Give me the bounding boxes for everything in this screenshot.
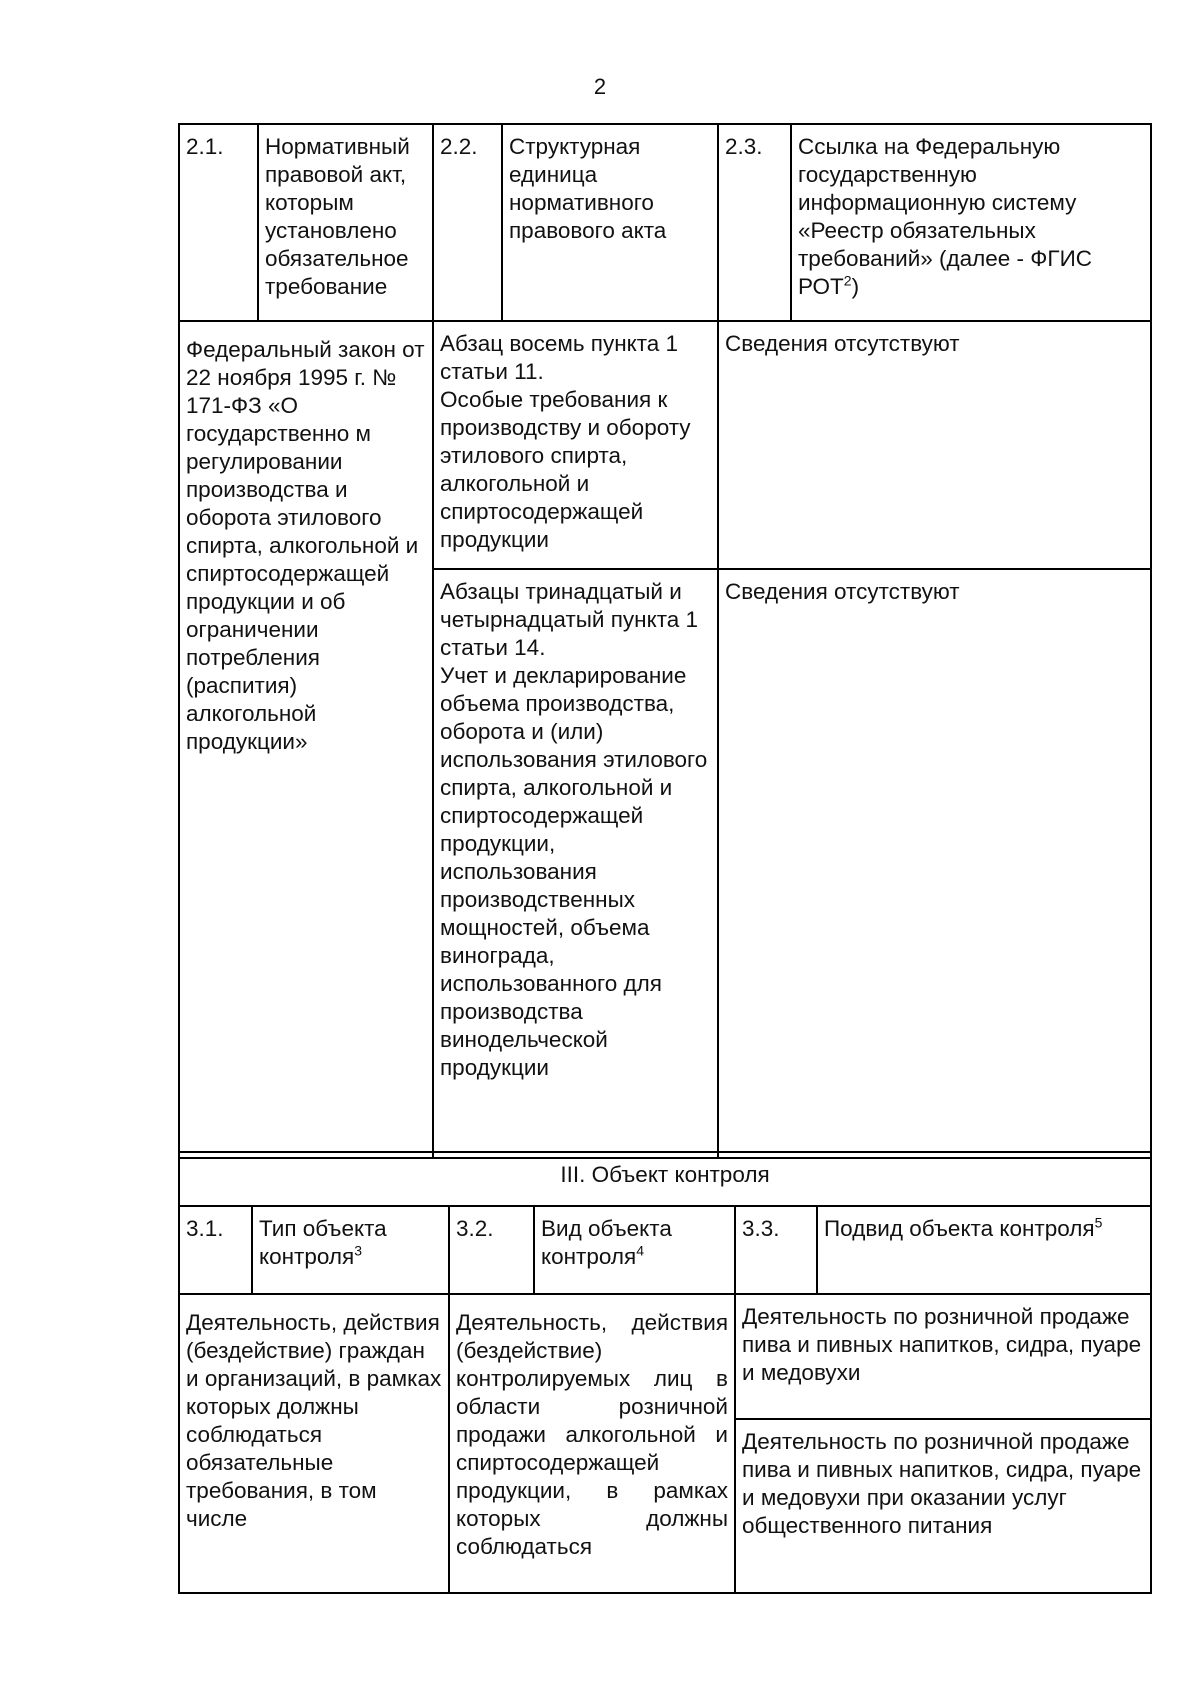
footnote-2: 2 bbox=[843, 272, 852, 289]
header-fgis-link-suffix: ) bbox=[851, 274, 860, 299]
control-object-table bbox=[178, 1151, 1152, 1594]
header-object-subkind-text: Подвид объекта контроля bbox=[824, 1216, 1095, 1241]
header-legal-act: Нормативный правовой акт, которым установлено обязательное требование bbox=[258, 124, 433, 321]
header-structural-unit: Структурная единица нормативного правового акта bbox=[502, 124, 718, 321]
header-object-type bbox=[252, 1206, 449, 1294]
object-type-cell: Деятельность, действия (бездействие) граждан и организаций, в рамках которых должны соблюдаться обязательные требования, в том числе bbox=[179, 1294, 449, 1593]
header-num-3-2: 3.2. bbox=[449, 1206, 534, 1294]
table-row bbox=[179, 321, 1151, 569]
fgis-link-cell: Сведения отсутствуют bbox=[718, 321, 1151, 569]
header-num-3-3: 3.3. bbox=[735, 1206, 817, 1294]
header-fgis-link bbox=[791, 124, 1151, 321]
object-subkind-cell: Деятельность по розничной продаже пива и пивных напитков, сидра, пуаре и медовухи bbox=[735, 1294, 1151, 1419]
table-row bbox=[179, 1294, 1151, 1419]
footnote-5: 5 bbox=[1094, 1214, 1103, 1231]
header-object-subkind bbox=[817, 1206, 1151, 1294]
table-header-row bbox=[179, 1206, 1151, 1294]
footnote-3: 3 bbox=[354, 1242, 362, 1259]
header-num-2-2: 2.2. bbox=[433, 124, 502, 321]
header-num-3-1: 3.1. bbox=[179, 1206, 252, 1294]
structural-unit-cell: Абзац восемь пункта 1 статьи 11. Особые требования к производству и обороту этилового спирта, алкогольной и спиртосодержащей продукции bbox=[433, 321, 718, 569]
table-header-row bbox=[179, 124, 1151, 321]
header-num-2-3: 2.3. bbox=[718, 124, 791, 321]
header-object-kind-text: Вид объекта контроля bbox=[541, 1216, 672, 1269]
header-object-type-text: Тип объекта контроля bbox=[259, 1216, 387, 1269]
fgis-link-cell: Сведения отсутствуют bbox=[718, 569, 1151, 1158]
header-object-kind bbox=[534, 1206, 735, 1294]
requirements-table bbox=[178, 123, 1152, 1159]
page-number: 2 bbox=[593, 74, 607, 99]
section-title-row bbox=[179, 1152, 1151, 1206]
section-title: III. Объект контроля bbox=[179, 1152, 1151, 1206]
structural-unit-cell: Абзацы тринадцатый и четырнадцатый пункта 1 статьи 14. Учет и декларирование объема производства, оборота и (или) использования этилового спирта, алкогольной и спиртосодержащей продукции, использования производственных мощностей, объема винограда, использованного для производства винодельческой продукции bbox=[433, 569, 718, 1158]
object-subkind-cell: Деятельность по розничной продаже пива и пивных напитков, сидра, пуаре и медовухи при оказании услуг общественного питания bbox=[735, 1419, 1151, 1593]
header-num-2-1: 2.1. bbox=[179, 124, 258, 321]
legal-act-cell: Федеральный закон от 22 ноября 1995 г. № 171-ФЗ «О государственно м регулировании производства и оборота этилового спирта, алкогольной и спиртосодержащей продукции и об ограничении потребления (распития) алкогольной продукции» bbox=[179, 321, 433, 1158]
object-kind-cell: Деятельность, действия (бездействие) контролируемых лиц в области розничной продажи алкогольной и спиртосодержащей продукции, в рамках которых должны соблюдаться bbox=[449, 1294, 735, 1593]
footnote-4: 4 bbox=[636, 1242, 644, 1259]
header-fgis-link-text: Ссылка на Федеральную государственную информационную систему «Реестр обязательных требований» (далее - ФГИС РОТ bbox=[798, 134, 1093, 299]
